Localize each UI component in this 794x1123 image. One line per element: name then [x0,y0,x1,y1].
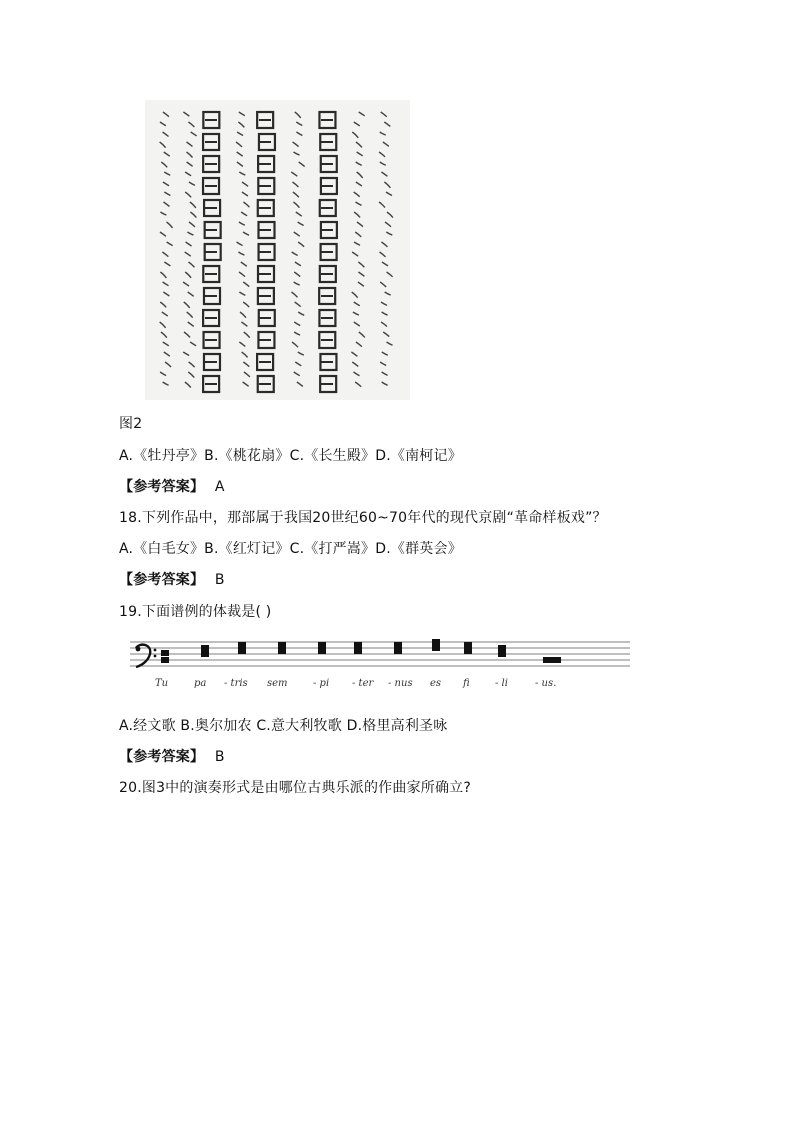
q18-answer [119,572,225,588]
neume-note [201,645,209,651]
neume-note [394,642,402,648]
neume-note [354,648,362,654]
answer-value: A [214,479,225,495]
answer-label: 【参考答案】 [119,572,205,588]
lyric-syllable: - ter [352,678,374,689]
neume-note [432,645,440,651]
neume-note [278,642,286,648]
lyric-syllable: - tris [224,678,248,689]
answer-value: B [214,572,225,588]
lyric-syllable: - us. [535,678,557,689]
q17-answer [119,479,225,495]
gongche-score-image [145,100,410,400]
lyric-syllable: sem [267,678,288,689]
q18-question: 18.下列作品中，那部属于我国20世纪60~70年代的现代京剧“革命样板戏”？ [119,510,607,526]
lyric-syllable: - nus [388,678,413,689]
q19-options: A.经文歌 B.奥尔加农 C.意大利牧歌 D.格里高利圣咏 [119,718,448,734]
neume-note [498,651,506,657]
neume-note [318,648,326,654]
neume-note [543,657,561,663]
neume-note [161,650,169,656]
lyric-syllable: - pi [313,678,330,689]
neume-note [394,648,402,654]
neume-note [464,648,472,654]
q19-answer [119,749,225,765]
neume-note [318,642,326,648]
neume-note [498,645,506,651]
neume-note [238,642,246,648]
answer-label: 【参考答案】 [119,749,205,765]
lyric-syllable: es [430,678,442,689]
neume-note [432,639,440,645]
lyric-syllable: pa [194,678,207,689]
answer-value: B [214,749,225,765]
chant-notation-image [130,636,634,694]
q17-options: A.《牡丹亭》B.《桃花扇》C.《长生殿》D.《南柯记》 [119,448,462,464]
neume-note [201,651,209,657]
lyric-syllable: fi [463,678,470,689]
neume-note [161,657,169,663]
answer-label: 【参考答案】 [119,479,205,495]
q19-question: 19.下面谱例的体裁是( ) [119,604,272,620]
figure-caption: 图2 [119,416,143,432]
neume-note [238,648,246,654]
neume-note [278,648,286,654]
neume-note [464,642,472,648]
q20-question: 20.图3中的演奏形式是由哪位古典乐派的作曲家所确立? [119,780,472,796]
neume-note [354,642,362,648]
lyric-syllable: Tu [155,678,169,689]
lyric-syllable: - li [495,678,508,689]
q18-options: A.《白毛女》B.《红灯记》C.《打严嵩》D.《群英会》 [119,541,462,557]
staff [130,636,634,676]
